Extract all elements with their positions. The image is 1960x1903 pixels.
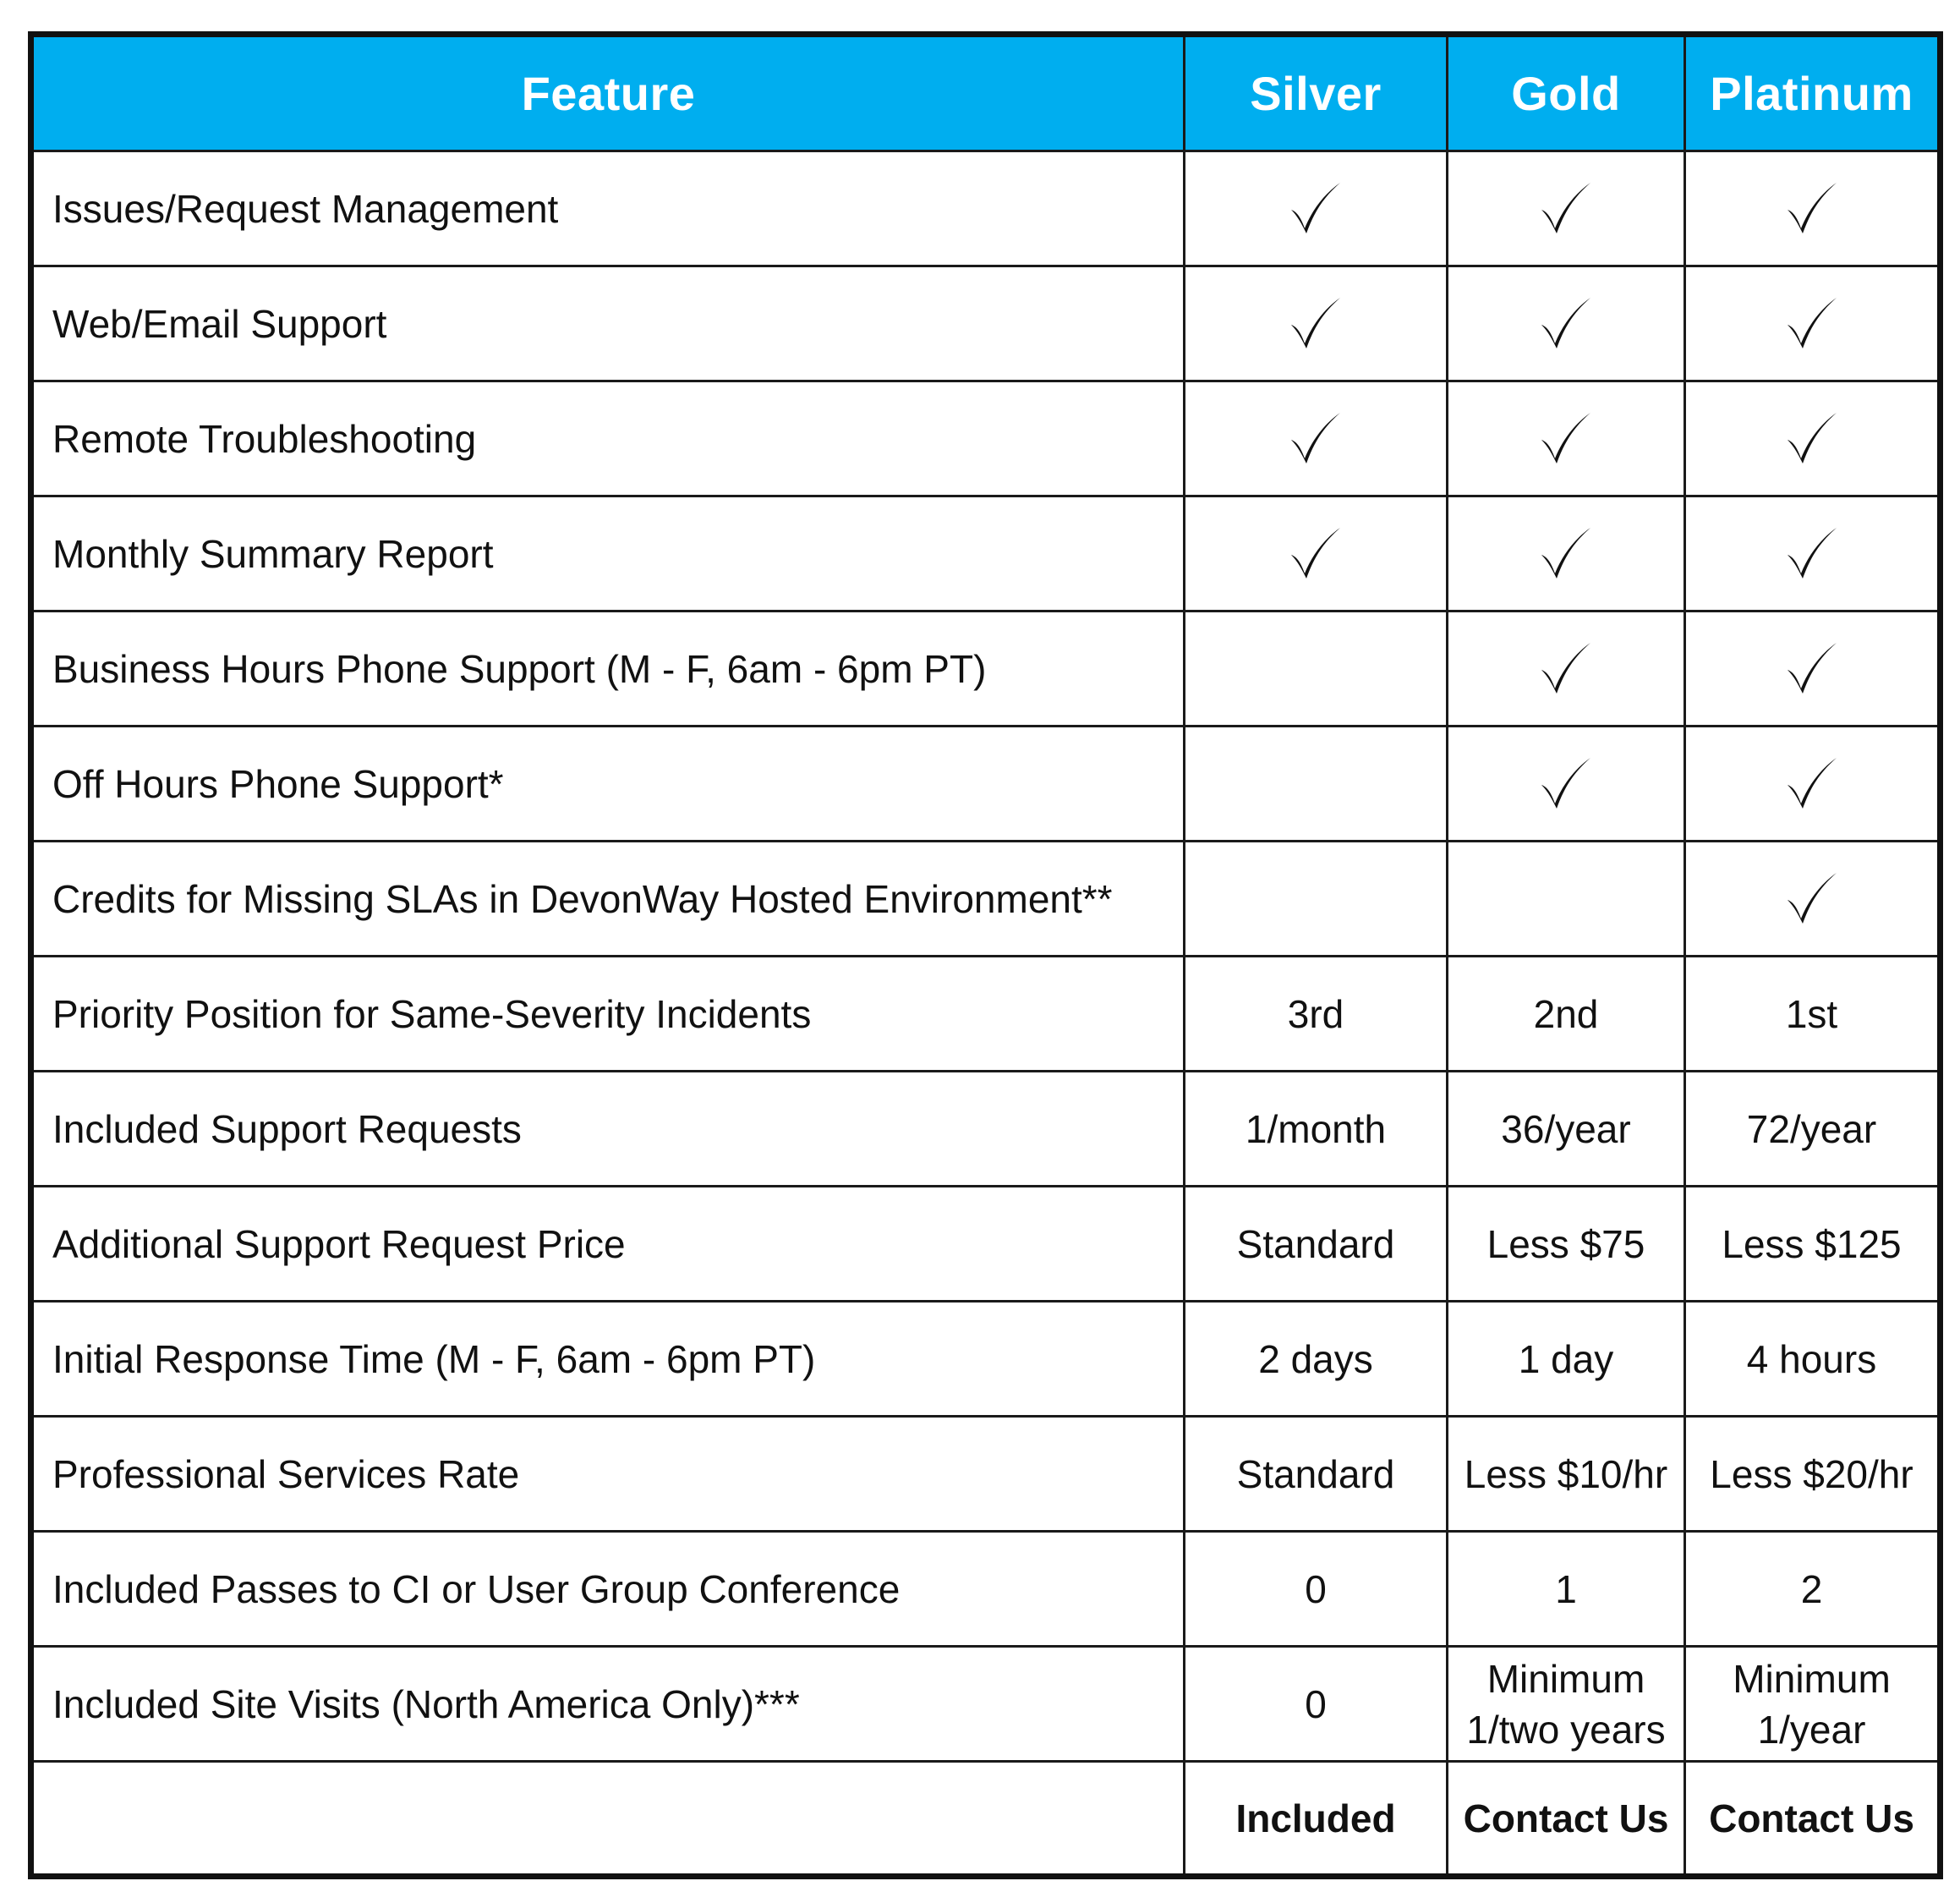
feature-label: Web/Email Support	[31, 266, 1185, 381]
table-row	[31, 842, 1941, 957]
checkmark-icon	[1286, 409, 1345, 469]
silver-value	[1185, 151, 1448, 266]
silver-value: Standard	[1185, 1417, 1448, 1532]
gold-value	[1448, 151, 1685, 266]
header-row	[31, 35, 1941, 151]
silver-value: 2 days	[1185, 1302, 1448, 1417]
platinum-value: 1st	[1685, 957, 1941, 1072]
silver-value: 3rd	[1185, 957, 1448, 1072]
feature-label: Included Support Requests	[31, 1072, 1185, 1187]
header-gold: Gold	[1448, 35, 1685, 151]
checkmark-icon	[1286, 294, 1345, 354]
silver-value: 1/month	[1185, 1072, 1448, 1187]
platinum-value	[1685, 151, 1941, 266]
table-header	[31, 35, 1941, 151]
platinum-value	[1685, 727, 1941, 842]
gold-value	[1448, 842, 1685, 957]
table-row	[31, 151, 1941, 266]
feature-label: Monthly Summary Report	[31, 496, 1185, 611]
feature-label: Business Hours Phone Support (M - F, 6am - 6pm PT)	[31, 611, 1185, 727]
silver-value	[1185, 266, 1448, 381]
feature-label: Issues/Request Management	[31, 151, 1185, 266]
platinum-value: 4 hours	[1685, 1302, 1941, 1417]
table-row	[31, 266, 1941, 381]
table-row	[31, 381, 1941, 496]
pricing-comparison-table	[28, 31, 1943, 1879]
gold-value: Less $75	[1448, 1187, 1685, 1302]
platinum-value: Less $20/hr	[1685, 1417, 1941, 1532]
checkmark-icon	[1782, 869, 1842, 929]
checkmark-icon	[1782, 524, 1842, 584]
feature-label: Priority Position for Same-Severity Incidents	[31, 957, 1185, 1072]
feature-label: Professional Services Rate	[31, 1417, 1185, 1532]
table-row	[31, 727, 1941, 842]
silver-value	[1185, 381, 1448, 496]
checkmark-icon	[1536, 179, 1596, 239]
gold-value: 1 day	[1448, 1302, 1685, 1417]
checkmark-icon	[1286, 179, 1345, 239]
platinum-value	[1685, 496, 1941, 611]
table-row	[31, 611, 1941, 727]
checkmark-icon	[1286, 524, 1345, 584]
silver-value	[1185, 727, 1448, 842]
checkmark-icon	[1536, 294, 1596, 354]
header-feature: Feature	[31, 35, 1185, 151]
platinum-value: Minimum 1/year	[1685, 1647, 1941, 1762]
checkmark-icon	[1536, 754, 1596, 814]
gold-value	[1448, 266, 1685, 381]
silver-value: Included	[1185, 1762, 1448, 1877]
checkmark-icon	[1782, 294, 1842, 354]
header-silver: Silver	[1185, 35, 1448, 151]
platinum-value	[1685, 266, 1941, 381]
checkmark-icon	[1536, 409, 1596, 469]
gold-value: Less $10/hr	[1448, 1417, 1685, 1532]
feature-label: Credits for Missing SLAs in DevonWay Hosted Environment**	[31, 842, 1185, 957]
platinum-value: Contact Us	[1685, 1762, 1941, 1877]
silver-value: 0	[1185, 1647, 1448, 1762]
checkmark-icon	[1782, 639, 1842, 699]
silver-value	[1185, 611, 1448, 727]
gold-value	[1448, 727, 1685, 842]
gold-value: Contact Us	[1448, 1762, 1685, 1877]
platinum-value	[1685, 381, 1941, 496]
checkmark-icon	[1536, 639, 1596, 699]
feature-label: Off Hours Phone Support*	[31, 727, 1185, 842]
gold-value	[1448, 611, 1685, 727]
table-row	[31, 1072, 1941, 1187]
feature-label	[31, 1762, 1185, 1877]
table-row	[31, 496, 1941, 611]
silver-value: Standard	[1185, 1187, 1448, 1302]
feature-label: Initial Response Time (M - F, 6am - 6pm PT)	[31, 1302, 1185, 1417]
header-platinum: Platinum	[1685, 35, 1941, 151]
platinum-value	[1685, 842, 1941, 957]
table-row	[31, 1417, 1941, 1532]
platinum-value: Less $125	[1685, 1187, 1941, 1302]
table-row	[31, 1762, 1941, 1877]
checkmark-icon	[1536, 524, 1596, 584]
feature-label: Included Site Visits (North America Only)***	[31, 1647, 1185, 1762]
checkmark-icon	[1782, 179, 1842, 239]
table-row	[31, 1302, 1941, 1417]
table-row	[31, 957, 1941, 1072]
platinum-value: 72/year	[1685, 1072, 1941, 1187]
table-row	[31, 1532, 1941, 1647]
checkmark-icon	[1782, 754, 1842, 814]
table-row	[31, 1647, 1941, 1762]
gold-value: 36/year	[1448, 1072, 1685, 1187]
gold-value: Minimum 1/two years	[1448, 1647, 1685, 1762]
gold-value	[1448, 496, 1685, 611]
silver-value	[1185, 496, 1448, 611]
platinum-value	[1685, 611, 1941, 727]
table-body	[31, 151, 1941, 1877]
silver-value: 0	[1185, 1532, 1448, 1647]
platinum-value: 2	[1685, 1532, 1941, 1647]
gold-value	[1448, 381, 1685, 496]
checkmark-icon	[1782, 409, 1842, 469]
feature-label: Included Passes to CI or User Group Conference	[31, 1532, 1185, 1647]
table-row	[31, 1187, 1941, 1302]
feature-label: Remote Troubleshooting	[31, 381, 1185, 496]
gold-value: 1	[1448, 1532, 1685, 1647]
gold-value: 2nd	[1448, 957, 1685, 1072]
silver-value	[1185, 842, 1448, 957]
feature-label: Additional Support Request Price	[31, 1187, 1185, 1302]
